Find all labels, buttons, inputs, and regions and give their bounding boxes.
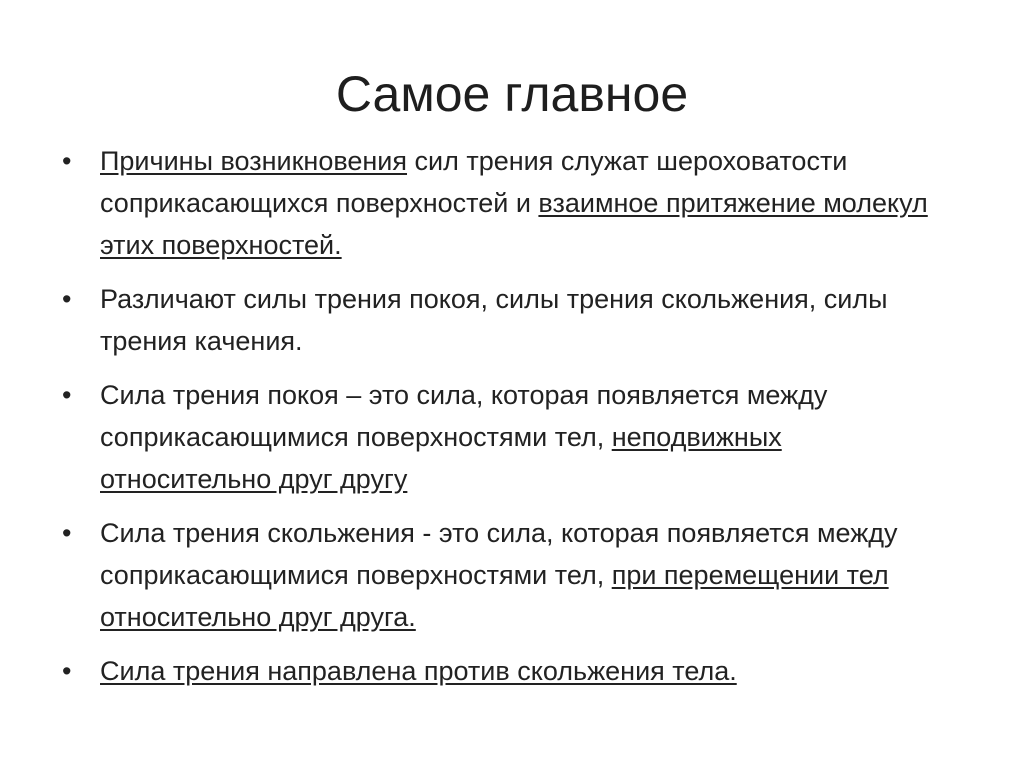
bullet-text: Различают силы трения покоя, силы трения скольжения, силы трения качения. <box>100 284 888 356</box>
bullet-item <box>60 278 960 362</box>
bullet-text: Сила трения скольжения - это сила, которая появляется между соприкасающимися поверхностями тел, <box>100 518 898 590</box>
bullet-list <box>60 140 960 704</box>
bullet-item <box>60 374 960 500</box>
bullet-dot-icon: • <box>62 146 72 176</box>
bullet-text-underlined: неподвижных относительно друг другу <box>100 422 782 494</box>
slide-title: Самое главное <box>335 66 689 122</box>
bullet-item <box>60 650 960 692</box>
bullet-text-underlined: Сила трения направлена против скольжения тела. <box>100 656 737 686</box>
bullet-item <box>60 140 960 266</box>
bullet-item <box>60 512 960 638</box>
bullet-text-underlined: Причины возникновения <box>100 146 408 176</box>
bullet-dot-icon: • <box>62 284 72 314</box>
bullet-text-underlined: при перемещении тел относительно друг друга. <box>100 560 889 632</box>
bullet-dot-icon: • <box>62 380 72 410</box>
bullet-text: Сила трения покоя – это сила, которая появляется между соприкасающимися поверхностями тел, <box>100 380 828 452</box>
bullet-dot-icon: • <box>62 656 72 686</box>
bullet-text-underlined: взаимное притяжение молекул этих поверхностей. <box>100 188 928 260</box>
bullet-dot-icon: • <box>62 518 72 548</box>
bullet-text: сил трения служат шероховатости соприкасающихся поверхностей и <box>100 146 848 218</box>
